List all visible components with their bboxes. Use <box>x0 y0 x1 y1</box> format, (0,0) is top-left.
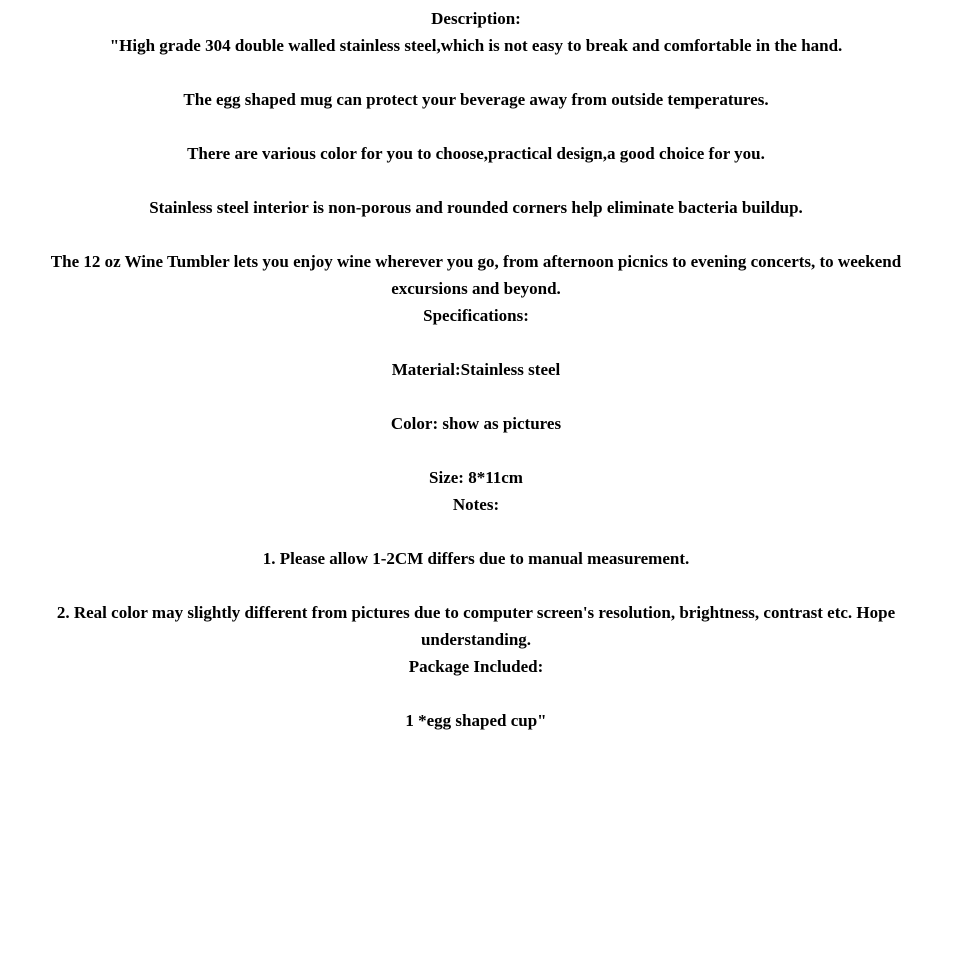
spacer <box>0 167 952 194</box>
description-line-stainless-interior: Stainless steel interior is non-porous and rounded corners help eliminate bacteria buildup. <box>149 198 803 217</box>
spec-size: Size: 8*11cm <box>429 468 523 487</box>
package-contents: 1 *egg shaped cup" <box>405 711 547 730</box>
package-heading: Package Included: <box>408 657 544 676</box>
spacer <box>0 59 952 86</box>
spec-color: Color: show as pictures <box>390 414 562 433</box>
spec-material: Material:Stainless steel <box>391 360 561 379</box>
spacer <box>0 680 952 707</box>
specifications-heading: Specifications: <box>423 306 529 325</box>
spacer <box>0 329 952 356</box>
notes-heading: Notes: <box>452 495 500 514</box>
note-item-measurement: 1. Please allow 1-2CM differs due to manual measurement. <box>262 549 690 568</box>
description-line-egg-shaped-mug: The egg shaped mug can protect your beverage away from outside temperatures. <box>183 90 769 109</box>
description-line-wine-tumbler: The 12 oz Wine Tumbler lets you enjoy wine wherever you go, from afternoon picnics to evening concerts, to weekend excursions and beyond. <box>50 252 902 298</box>
spacer <box>0 518 952 545</box>
spacer <box>0 221 952 248</box>
spacer <box>0 383 952 410</box>
spacer <box>0 113 952 140</box>
description-line-material-quality: "High grade 304 double walled stainless steel,which is not easy to break and comfortable in the hand. <box>109 36 843 55</box>
description-line-various-colors: There are various color for you to choose,practical design,a good choice for you. <box>187 144 765 163</box>
note-item-color-difference: 2. Real color may slightly different from pictures due to computer screen's resolution, brightness, contrast etc. Hope understanding. <box>56 603 896 649</box>
spacer <box>0 437 952 464</box>
spacer <box>0 572 952 599</box>
description-heading: Description: <box>431 9 521 28</box>
